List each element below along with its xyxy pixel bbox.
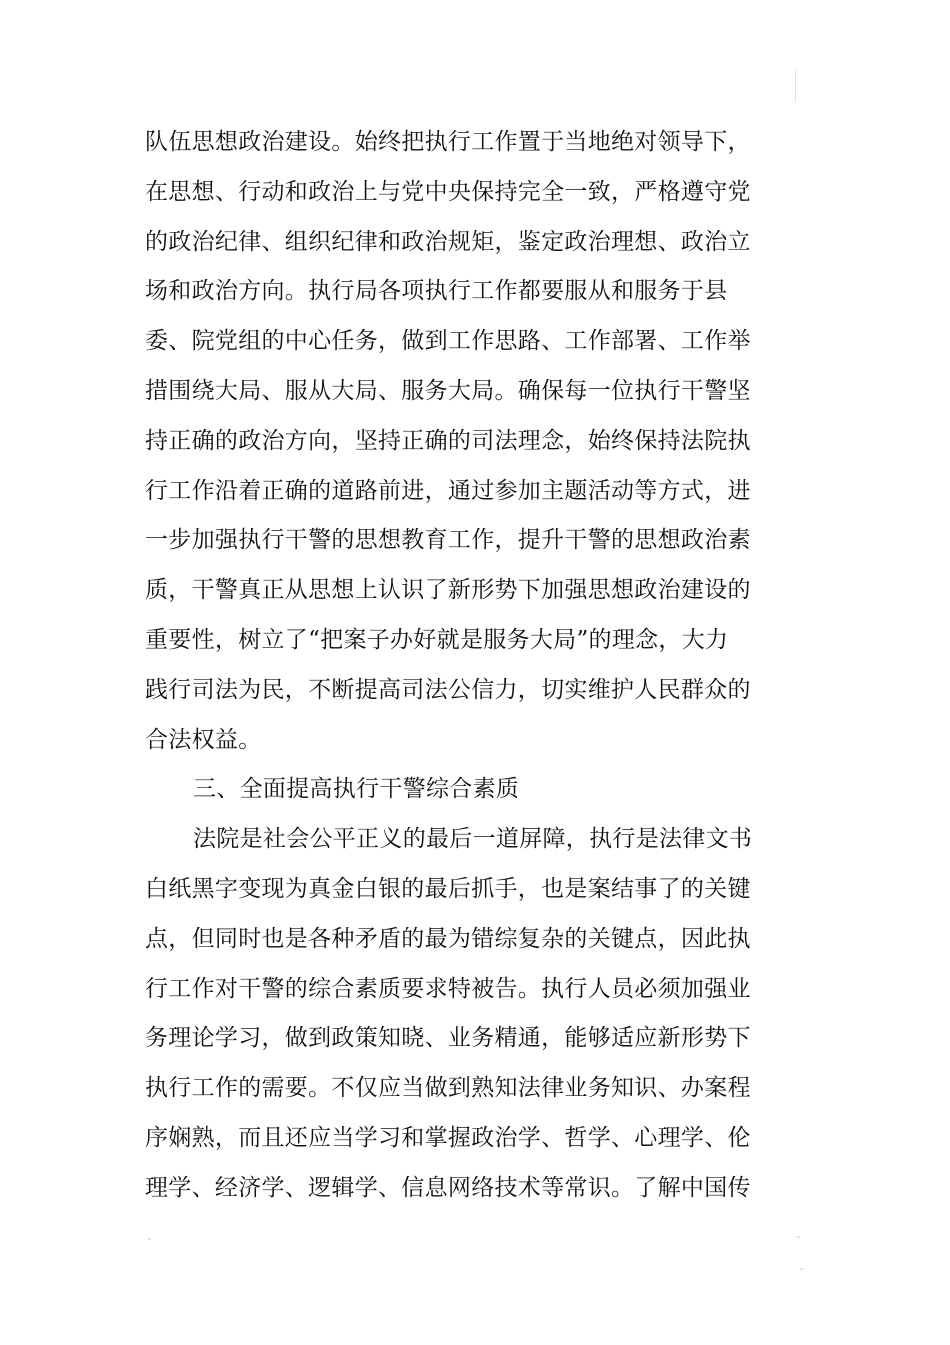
text-line: 白纸黑字变现为真金白银的最后抓手，也是案结事了的关键 (145, 875, 751, 902)
text-line: 重要性，树立了“把案子办好就是服务大局”的理念，大力 (145, 626, 729, 653)
text-line: 队伍思想政治建设。始终把执行工作置于当地绝对领导下， (145, 129, 751, 155)
text-line: 委、院党组的中心任务，做到工作思路、工作部署、工作举 (145, 328, 751, 355)
text-line: 序娴熟，而且还应当学习和掌握政治学、哲学、心理学、伦 (145, 1124, 751, 1151)
scan-mark (800, 1268, 803, 1270)
scan-mark (795, 70, 796, 102)
text-line: 行工作对干警的综合素质要求特被告。执行人员必须加强业 (145, 975, 751, 1002)
text-line: 点，但同时也是各种矛盾的最为错综复杂的关键点，因此执 (145, 925, 751, 952)
scan-mark (797, 1236, 800, 1238)
document-body (145, 118, 765, 1214)
paragraph-comprehensive-quality (145, 815, 765, 1213)
text-line: 持正确的政治方向，坚持正确的司法理念，始终保持法院执 (145, 427, 751, 454)
text-line: 的政治纪律、组织纪律和政治规矩，鉴定政治理想、政治立 (145, 228, 751, 255)
text-line: 在思想、行动和政治上与党中央保持完全一致，严格遵守党 (145, 178, 751, 205)
scan-mark (148, 1238, 151, 1240)
text-line: 务理论学习，做到政策知晓、业务精通，能够适应新形势下 (145, 1025, 751, 1052)
text-line: 一步加强执行干警的思想教育工作，提升干警的思想政治素 (145, 527, 751, 554)
text-line: 法院是社会公平正义的最后一道屏障，执行是法律文书 (193, 826, 753, 853)
text-line: 质，干警真正从思想上认识了新形势下加强思想政治建设的 (145, 577, 751, 604)
text-line: 践行司法为民，不断提高司法公信力，切实维护人民群众的 (145, 676, 751, 703)
section-heading: 三、全面提高执行干警综合素质 (193, 776, 520, 803)
paragraph-political-building (145, 118, 765, 765)
text-line: 措围绕大局、服从大局、服务大局。确保每一位执行干警坚 (145, 377, 751, 404)
text-line: 行工作沿着正确的道路前进，通过参加主题活动等方式，进 (145, 477, 751, 504)
text-line: 合法权益。 (145, 726, 262, 753)
text-line: 理学、经济学、逻辑学、信息网络技术等常识。了解中国传 (145, 1174, 751, 1201)
text-line: 场和政治方向。执行局各项执行工作都要服从和服务于县 (145, 278, 728, 305)
text-line: 执行工作的需要。不仅应当做到熟知法律业务知识、办案程 (145, 1075, 751, 1102)
